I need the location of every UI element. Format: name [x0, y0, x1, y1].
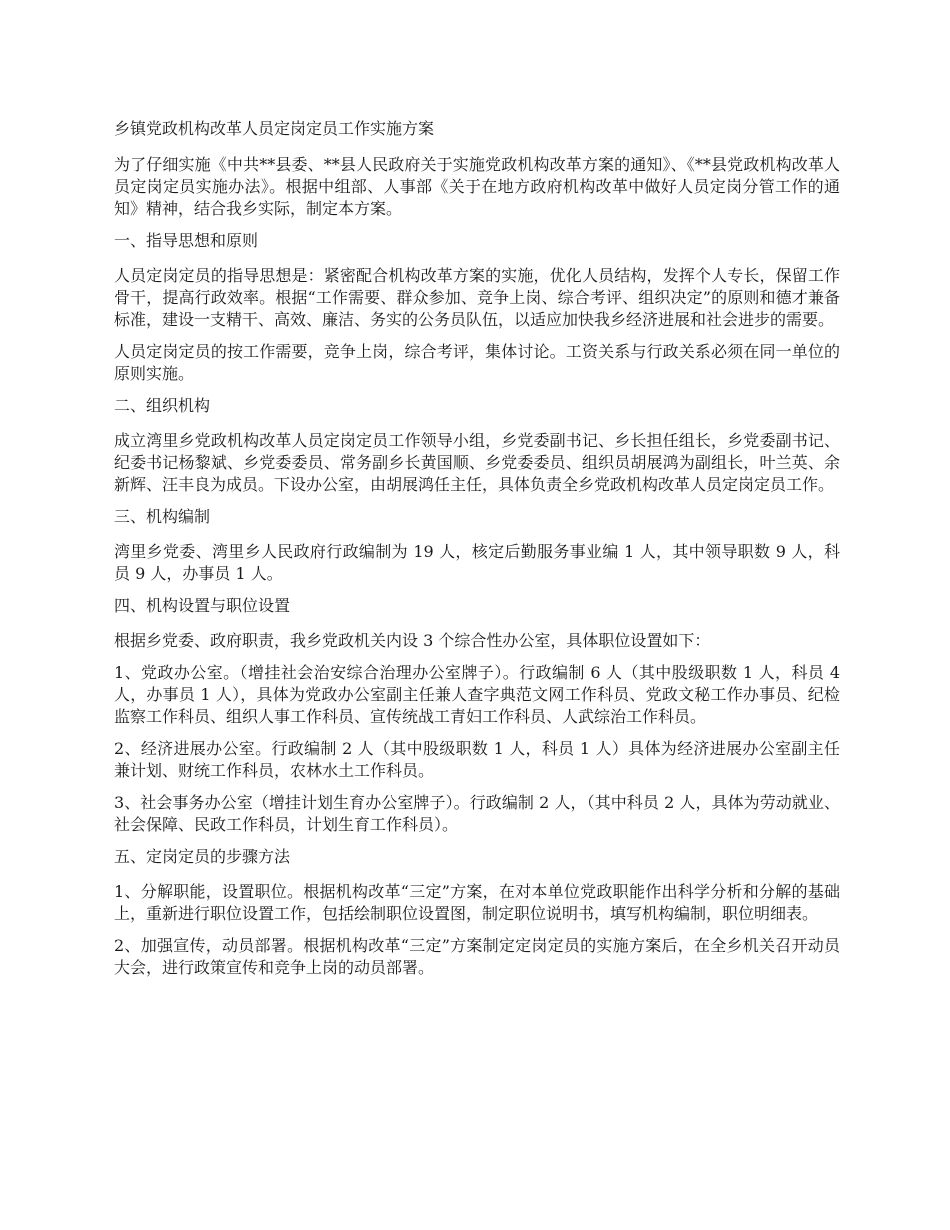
paragraph-step-2: 2、加强宣传，动员部署。根据机构改革“三定”方案制定定岗定员的实施方案后，在全乡机关召开动员大会，进行政策宣传和竞争上岗的动员部署。 — [114, 936, 840, 977]
section-heading-staffing-quota: 三、机构编制 — [114, 507, 211, 526]
section-heading-guiding-principles: 一、指导思想和原则 — [114, 231, 259, 250]
paragraph-step-1: 1、分解职能，设置职位。根据机构改革“三定”方案，在对本单位党政职能作出科学分析和分解的基础上，重新进行职位设置工作，包括绘制职位设置图，制定职位说明书，填写机构编制，职位明细表。 — [114, 882, 840, 923]
paragraph-intro: 为了仔细实施《中共**县委、**县人民政府关于实施党政机构改革方案的通知》、《**县党政机构改革人员定岗定员实施办法》。根据中组部、人事部《关于在地方政府机构改革中做好人员定岗分管工作的通知》精神，结合我乡实际，制定本方案。 — [114, 155, 840, 218]
section-heading-organization: 二、组织机构 — [114, 396, 211, 415]
paragraph-social-affairs-office: 3、社会事务办公室（增挂计划生育办公室牌子）。行政编制 2 人，（其中科员 2 人，具体为劳动就业、社会保障、民政工作科员，计划生育工作科员）。 — [114, 793, 840, 834]
paragraph-staffing-principle: 人员定岗定员的按工作需要，竞争上岗，综合考评，集体讨论。工资关系与行政关系必须在同一单位的原则实施。 — [114, 342, 840, 383]
paragraph-office-intro: 根据乡党委、政府职责，我乡党政机关内设 3 个综合性办公室，具体职位设置如下： — [114, 631, 711, 650]
paragraph-leading-group: 成立湾里乡党政机构改革人员定岗定员工作领导小组，乡党委副书记、乡长担任组长，乡党委副书记、纪委书记杨黎斌、乡党委委员、常务副乡长黄国顺、乡党委委员、组织员胡展鸿为副组长，叶兰英、余新辉、汪丰良为成员。下设办公室，由胡展鸿任主任，具体负责全乡党政机构改革人员定岗定员工作。 — [114, 431, 840, 494]
section-heading-steps: 五、定岗定员的步骤方法 — [114, 847, 291, 866]
section-heading-office-setup: 四、机构设置与职位设置 — [114, 596, 291, 615]
paragraph-economic-office: 2、经济进展办公室。行政编制 2 人（其中股级职数 1 人，科员 1 人）具体为经济进展办公室副主任兼计划、财统工作科员，农林水土工作科员。 — [114, 739, 840, 780]
document-title: 乡镇党政机构改革人员定岗定员工作实施方案 — [114, 119, 435, 138]
paragraph-quota-details: 湾里乡党委、湾里乡人民政府行政编制为 19 人，核定后勤服务事业编 1 人，其中领导职数 9 人，科员 9 人，办事员 1 人。 — [114, 542, 840, 583]
paragraph-party-office: 1、党政办公室。（增挂社会治安综合治理办公室牌子）。行政编制 6 人（其中股级职数 1 人，科员 4 人，办事员 1 人），具体为党政办公室副主任兼人查字典范文网工作科员、党政文秘工作办事员、纪检监察工作科员、组织人事工作科员、宣传统战工青妇工作科员、人武综治工作科员。 — [114, 663, 840, 726]
paragraph-guiding-ideology: 人员定岗定员的指导思想是：紧密配合机构改革方案的实施，优化人员结构，发挥个人专长，保留工作骨干，提高行政效率。根据“工作需要、群众参加、竞争上岗、综合考评、组织决定”的原则和德才兼备标准，建设一支精干、高效、廉洁、务实的公务员队伍，以适应加快我乡经济进展和社会进步的需要。 — [114, 266, 840, 329]
document-page — [114, 118, 840, 989]
